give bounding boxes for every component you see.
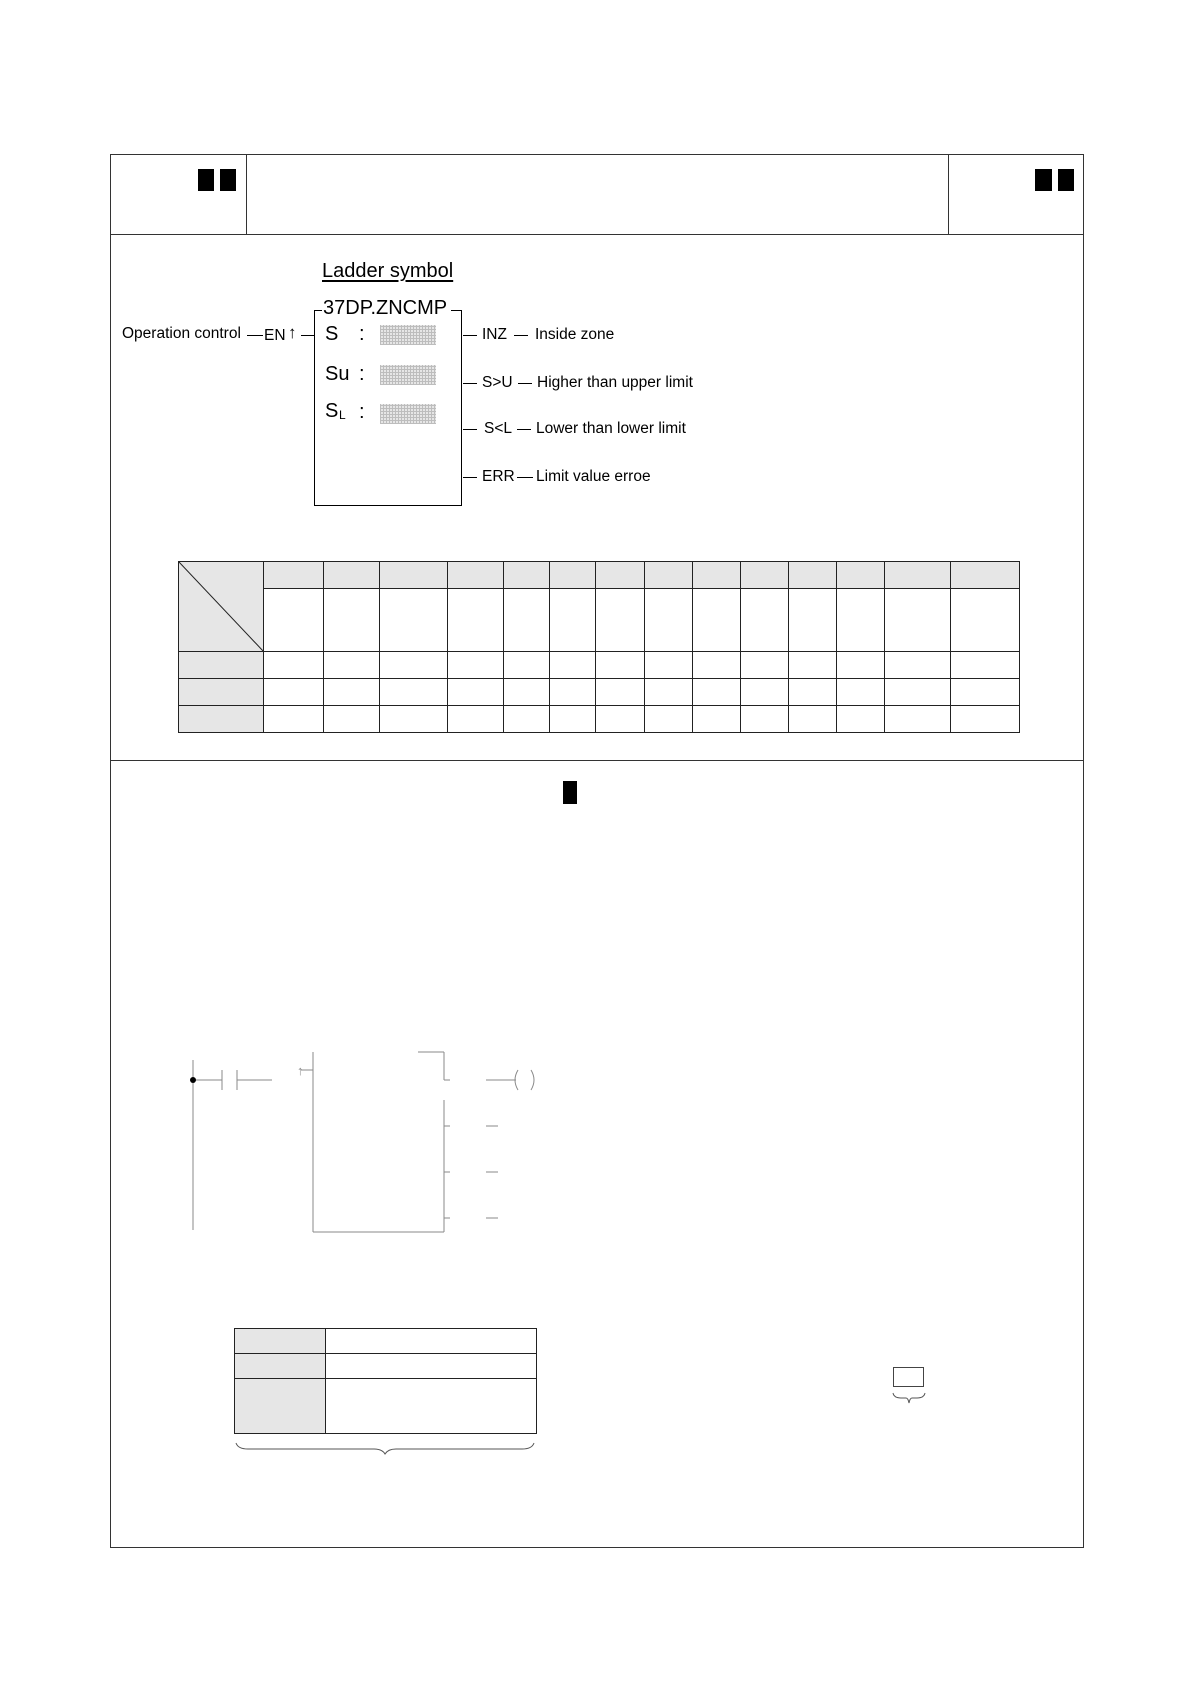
instruction-box-top-left bbox=[314, 310, 322, 311]
output-wire-inz bbox=[463, 335, 477, 336]
header-right-glyph-2 bbox=[1058, 169, 1074, 191]
instruction-name: 37DP.ZNCMP bbox=[323, 297, 448, 319]
table-subheader-cell bbox=[740, 589, 788, 652]
output-slu-dash bbox=[517, 429, 531, 430]
ladder-symbol-heading: Ladder symbol bbox=[322, 260, 454, 282]
table-row bbox=[235, 1379, 537, 1434]
table-header-cell bbox=[885, 562, 950, 589]
table-header-cell bbox=[837, 562, 885, 589]
operand-sl-name: S bbox=[325, 400, 339, 422]
en-label: EN bbox=[264, 327, 286, 344]
output-sgu-code: S>U bbox=[482, 374, 513, 391]
example-edge-arrow-icon: ↑ bbox=[297, 1063, 304, 1078]
operand-s-colon: : bbox=[359, 323, 365, 345]
device-table-label-cell bbox=[235, 1379, 326, 1434]
table-header-cell bbox=[550, 562, 596, 589]
header-bottom-line bbox=[110, 234, 1084, 235]
table-header-cell bbox=[323, 562, 379, 589]
example-ladder-diagram bbox=[180, 1040, 550, 1240]
device-table bbox=[234, 1328, 537, 1434]
table-row bbox=[179, 706, 1020, 733]
rising-edge-arrow-icon: ↑ bbox=[288, 323, 297, 342]
output-slu-code: S<L bbox=[484, 420, 513, 437]
table-row bbox=[235, 1354, 537, 1379]
table-subheader-cell bbox=[885, 589, 950, 652]
table-header-cell bbox=[264, 562, 323, 589]
table-header-cell bbox=[692, 562, 740, 589]
header-divider-right bbox=[948, 154, 949, 234]
output-inz-desc: Inside zone bbox=[535, 326, 615, 343]
operand-su-name: Su bbox=[325, 363, 350, 385]
operand-sl-colon: : bbox=[359, 401, 365, 423]
table-subheader-cell bbox=[504, 589, 550, 652]
output-err-desc: Limit value erroe bbox=[536, 468, 651, 485]
output-sgu-desc: Higher than upper limit bbox=[537, 374, 693, 391]
input-wire-1 bbox=[247, 335, 263, 336]
table-header-cell bbox=[379, 562, 447, 589]
table-header-cell bbox=[950, 562, 1019, 589]
table-subheader-cell bbox=[264, 589, 323, 652]
section-divider bbox=[110, 760, 1084, 761]
table-corner-diagonal bbox=[179, 562, 264, 652]
output-wire-sgu bbox=[463, 383, 477, 384]
output-wire-err bbox=[463, 477, 477, 478]
table-subheader-cell bbox=[692, 589, 740, 652]
device-table-value-cell bbox=[326, 1329, 537, 1354]
table-subheader-cell bbox=[644, 589, 692, 652]
table-subheader-cell bbox=[596, 589, 644, 652]
output-err-dash bbox=[517, 477, 533, 478]
small-register-brace bbox=[891, 1392, 927, 1406]
device-table-label-cell bbox=[235, 1329, 326, 1354]
table-subheader-cell bbox=[950, 589, 1019, 652]
operand-table bbox=[178, 561, 1020, 733]
operand-su-colon: : bbox=[359, 363, 365, 385]
table-row-header bbox=[179, 652, 264, 679]
table-row bbox=[179, 652, 1020, 679]
instruction-box-top-right bbox=[451, 310, 462, 311]
table-subheader-cell bbox=[837, 589, 885, 652]
table-header-cell bbox=[596, 562, 644, 589]
header-left-glyph-1 bbox=[198, 169, 214, 191]
output-wire-slu bbox=[463, 429, 477, 430]
output-slu-desc: Lower than lower limit bbox=[536, 420, 686, 437]
device-table-value-cell bbox=[326, 1379, 537, 1434]
table-subheader-cell bbox=[789, 589, 837, 652]
table-subheader-cell bbox=[550, 589, 596, 652]
small-register-box bbox=[893, 1367, 924, 1387]
operation-control-label: Operation control bbox=[122, 325, 241, 342]
operand-s-name: S bbox=[325, 323, 339, 345]
table-header-cell bbox=[447, 562, 503, 589]
table-subheader-cell bbox=[323, 589, 379, 652]
table-row bbox=[235, 1329, 537, 1354]
table-corner-cell bbox=[179, 562, 264, 652]
device-table-value-cell bbox=[326, 1354, 537, 1379]
device-table-brace bbox=[234, 1442, 536, 1456]
operand-sl-subscript: L bbox=[339, 408, 346, 422]
output-err-code: ERR bbox=[482, 468, 515, 485]
table-header-cell bbox=[789, 562, 837, 589]
header-right-glyph-1 bbox=[1035, 169, 1052, 191]
output-inz-code: INZ bbox=[482, 326, 507, 343]
input-wire-2 bbox=[301, 335, 314, 336]
table-row-header bbox=[179, 679, 264, 706]
table-header-cell bbox=[740, 562, 788, 589]
header-left-glyph-2 bbox=[220, 169, 236, 191]
table-header-cell bbox=[504, 562, 550, 589]
section-glyph bbox=[563, 781, 577, 804]
device-table-label-cell bbox=[235, 1354, 326, 1379]
operand-sl-field bbox=[380, 404, 436, 424]
table-row-header bbox=[179, 706, 264, 733]
output-inz-dash bbox=[514, 335, 528, 336]
header-divider-left bbox=[246, 154, 247, 234]
table-subheader-cell bbox=[379, 589, 447, 652]
table-header-cell bbox=[644, 562, 692, 589]
operand-su-field bbox=[380, 365, 436, 385]
table-row bbox=[179, 679, 1020, 706]
operand-s-field bbox=[380, 325, 436, 345]
table-subheader-cell bbox=[447, 589, 503, 652]
output-sgu-dash bbox=[518, 383, 532, 384]
